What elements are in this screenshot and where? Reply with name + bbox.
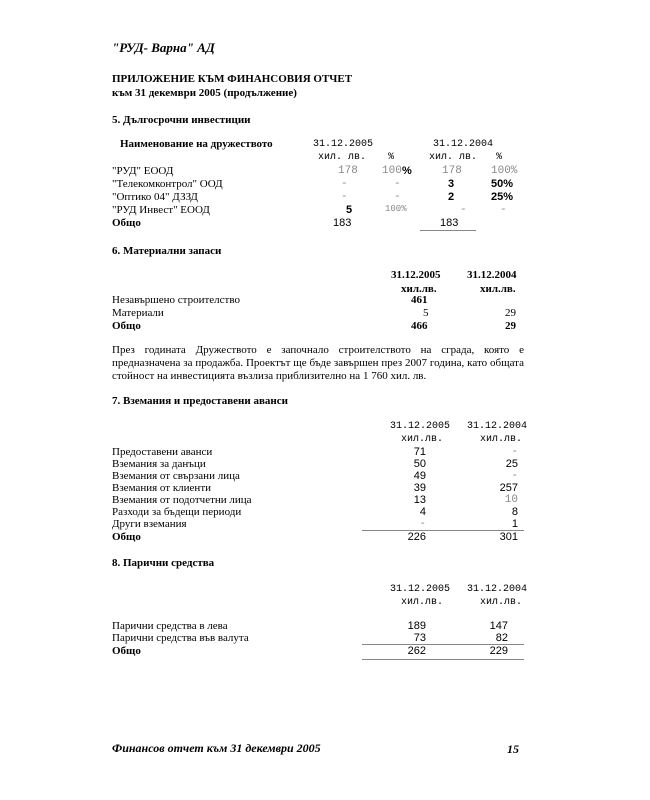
s5-row-v2: 3	[448, 178, 455, 190]
s6-paragraph: През годината Дружеството е започнало строителството на сграда, която е предназначена за продажба. Проектът ще бъде завършен през 2007 година, като общата стойност на инвестицията възлиза приблизително на 1 760 хил. лв.	[112, 344, 524, 382]
document-subtitle: към 31 декември 2005 (продължение)	[112, 87, 297, 99]
s5-row-name: "Оптико 04" ДЗЗД	[112, 191, 198, 203]
s6-row-v1: 5	[423, 307, 429, 319]
s7-row-name: Вземания от подотчетни лица	[112, 494, 252, 506]
document-title: ПРИЛОЖЕНИЕ КЪМ ФИНАНСОВИЯ ОТЧЕТ	[112, 73, 353, 85]
s7-row-v2: 10	[504, 494, 518, 506]
footer-text: Финансов отчет към 31 декември 2005	[112, 741, 321, 755]
s7-row-name: Вземания от свързани лица	[112, 470, 240, 482]
s7-row-v2: 257	[499, 482, 518, 494]
s5-row-v1: 178	[338, 165, 358, 177]
s8-total2: 229	[489, 645, 508, 657]
section-6-heading: 6. Материални запаси	[112, 245, 222, 257]
s7-row-name: Други вземания	[112, 518, 187, 530]
s5-row-p1: 100%	[385, 204, 407, 214]
s7-row-v1: 39	[413, 482, 426, 494]
s7-total2: 301	[499, 531, 518, 543]
s8-total-label: Общо	[112, 645, 141, 657]
s5-unit2: хил. лв.	[429, 152, 478, 163]
section-8-heading: 8. Парични средства	[112, 557, 215, 569]
s6-row-v1: 461	[411, 294, 428, 306]
s6-total2: 29	[505, 320, 516, 332]
s5-date1: 31.12.2005	[313, 139, 374, 150]
s5-row-name: "РУД Инвест" ЕООД	[112, 204, 210, 216]
s5-unit1: хил. лв.	[318, 152, 367, 163]
s6-total-label: Общо	[112, 320, 141, 332]
company-name: "РУД- Варна" АД	[112, 40, 215, 55]
s7-row-name: Вземания за данъци	[112, 458, 206, 470]
s7-row-v1: -	[419, 518, 426, 530]
s7-row-v2: -	[511, 446, 518, 458]
s5-row-p2: 25%	[491, 191, 514, 203]
s5-row-p1: -	[394, 191, 401, 203]
s5-total-label: Общо	[112, 217, 141, 229]
s5-row-v1: 5	[346, 204, 353, 216]
s8-unit2: хил.лв.	[480, 597, 523, 608]
s8-unit1: хил.лв.	[401, 597, 444, 608]
s7-row-name: Предоставени аванси	[112, 446, 213, 458]
s5-row-p2: 50%	[491, 178, 514, 190]
s7-date2: 31.12.2004	[467, 421, 528, 432]
s5-pct2: %	[496, 152, 503, 163]
s7-date1: 31.12.2005	[390, 421, 451, 432]
page-number: 15	[507, 742, 519, 756]
s6-row-name: Незавършено строителство	[112, 294, 240, 306]
s5-row-p1: -	[394, 178, 401, 190]
s8-row-v1: 189	[407, 620, 426, 632]
s6-row-name: Материали	[112, 307, 164, 319]
s8-row-v2: 82	[495, 632, 508, 644]
s5-col-name-header: Наименование на дружеството	[120, 138, 273, 150]
s6-date2: 31.12.2004	[467, 269, 517, 281]
s5-total2: 183	[440, 217, 459, 229]
s8-row-name: Парични средства във валута	[112, 632, 249, 644]
s5-row-v1: -	[341, 191, 348, 203]
s5-row-v1: -	[341, 178, 348, 190]
s5-pct1: %	[388, 152, 395, 163]
s5-row-name: "Телекомконтрол" ООД	[112, 178, 223, 190]
s6-row-v2: 29	[505, 307, 516, 319]
s7-row-v1: 49	[413, 470, 426, 482]
s7-row-v1: 71	[413, 446, 426, 458]
s7-row-v1: 50	[413, 458, 426, 470]
s5-row-p1: 100	[382, 165, 402, 177]
s8-row-v2: 147	[489, 620, 508, 632]
s5-row-p2: -	[500, 204, 507, 216]
s8-date2: 31.12.2004	[467, 584, 528, 595]
s7-row-v2: -	[511, 470, 518, 482]
s7-row-v1: 13	[413, 494, 426, 506]
s8-row-name: Парични средства в лева	[112, 620, 228, 632]
s7-row-name: Разходи за бъдещи периоди	[112, 506, 242, 518]
s5-row-v2: 178	[442, 165, 462, 177]
s5-row-name: "РУД" ЕООД	[112, 165, 174, 177]
s7-row-v1: 4	[419, 506, 426, 518]
s6-total1: 466	[411, 320, 428, 332]
s5-date2: 31.12.2004	[433, 139, 494, 150]
s5-row-v2: 2	[448, 191, 455, 203]
s7-unit1: хил.лв.	[401, 434, 444, 445]
s7-row-v2: 25	[505, 458, 518, 470]
s5-total-rule	[420, 230, 476, 231]
s5-row-p1-sign: %	[402, 165, 412, 177]
section-7-heading: 7. Вземания и предоставени аванси	[112, 395, 288, 407]
s8-row-v1: 73	[413, 632, 426, 644]
s5-total1: 183	[333, 217, 352, 229]
s8-date1: 31.12.2005	[390, 584, 451, 595]
s7-total-label: Общо	[112, 531, 141, 543]
s5-row-p2: 100%	[491, 165, 518, 177]
s7-row-name: Вземания от клиенти	[112, 482, 212, 494]
s6-unit1: хил.лв.	[401, 283, 437, 295]
section-5-heading: 5. Дългосрочни инвестиции	[112, 114, 251, 126]
s6-date1: 31.12.2005	[391, 269, 441, 281]
s5-row-v2: -	[460, 204, 467, 216]
s8-bottom-rule	[362, 659, 524, 660]
s7-row-v2: 8	[511, 506, 518, 518]
s7-unit2: хил.лв.	[480, 434, 523, 445]
s6-unit2: хил.лв.	[480, 283, 516, 295]
s7-total1: 226	[407, 531, 426, 543]
s7-row-v2: 1	[511, 518, 518, 530]
s8-total1: 262	[407, 645, 426, 657]
